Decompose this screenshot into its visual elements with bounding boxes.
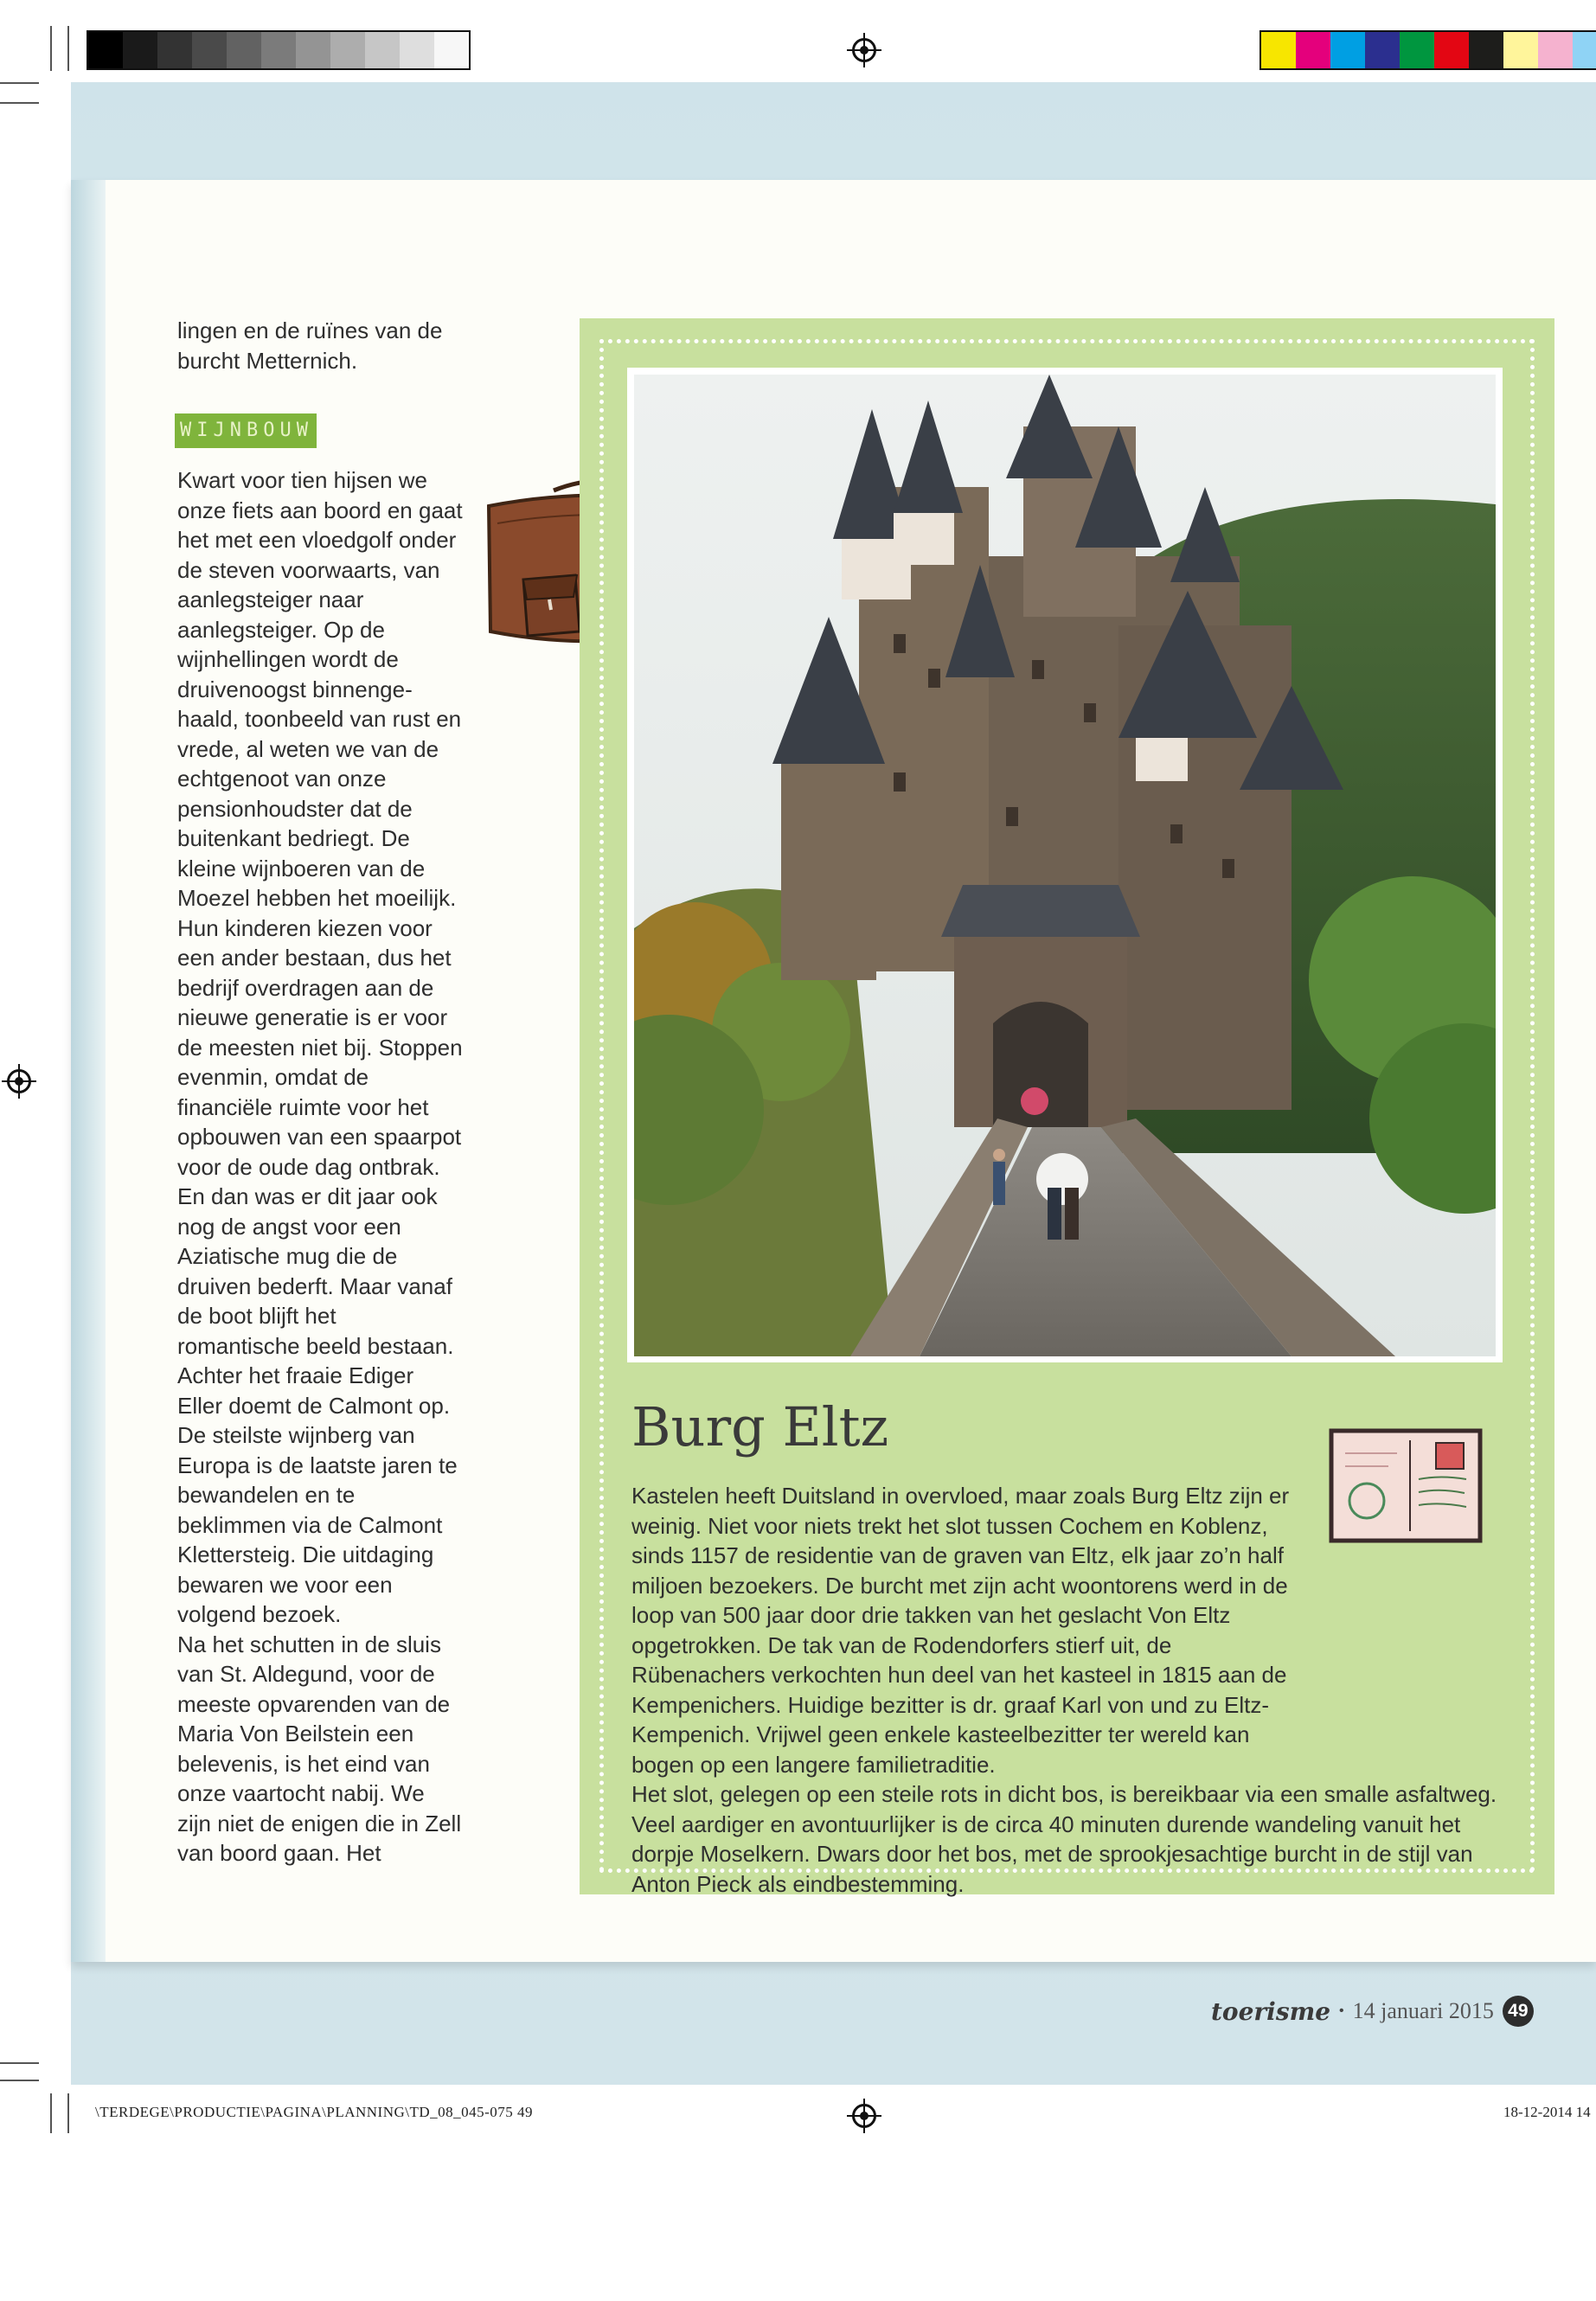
registration-mark-icon xyxy=(852,2104,876,2128)
paper-edge xyxy=(71,180,106,1962)
column-body xyxy=(177,465,463,1868)
magazine-brand: toerisme xyxy=(1211,1997,1331,2026)
column-intro xyxy=(177,316,463,375)
color-calibration-bar xyxy=(1259,30,1596,70)
crop-mark xyxy=(67,2093,69,2133)
sidebar-paragraph: Kastelen heeft Duitsland in overvloed, maar zoals Burg Eltz zijn er weinig. Niet voor niets trekt het slot tussen Cochem en Koblenz, sinds 1157 de residentie van de graven van Eltz, elk jaar zo’n half miljoen bezoekers. De burcht met zijn acht woontorens werd in de loop van 500 jaar door drie takken van het geslacht Von Eltz opgetrokken. De tak van de Rodendorfers stierf uit, de Rübenachers verkochten hun deel van het kasteel in 1815 aan de Kempenichers. Huidige bezitter is dr. graaf Karl von und zu Eltz-Kempenich. Vrijwel geen enkele kasteelbezitter ter wereld kan bogen op een langere familietraditie. xyxy=(631,1483,1290,1778)
castle-photo xyxy=(634,375,1496,1356)
footer-separator: • xyxy=(1339,2003,1344,2018)
print-slug-path: \TERDEGE\PRODUCTIE\PAGINA\PLANNING\TD_08_045-075 49 xyxy=(95,2104,534,2120)
crop-mark xyxy=(0,102,39,104)
sidebar-title: Burg Eltz xyxy=(631,1395,889,1458)
crop-mark xyxy=(0,82,39,84)
column-paragraph: Achter het fraaie Ediger Eller doemt de Calmont op. De steilste wijnberg van Europa is de laatste jaren te bewandelen en te beklimmen via de Calmont Klettersteig. Die uitdaging bewaren we voor een volgend bezoek. xyxy=(177,1362,458,1627)
column-paragraph: Kwart voor tien hijsen we onze fiets aan boord en gaat het met een vloedgolf onder de steven voorwaarts, van aanlegsteiger naar aanlegsteiger. Op de wijnhellingen wordt de druivenoogst binnengehaald, toonbeeld van rust en vrede, al weten we van de echtgenoot van onze pensionhoudster dat de buitenkant bedriegt. De kleine wijnboeren van de Moezel hebben het moeilijk. Hun kinderen kiezen voor een ander bestaan, dus het bedrijf overdragen aan de nieuwe generatie is er voor de meesten niet bij. Stoppen evenmin, omdat de financiële ruimte voor het opbouwen van een spaarpot voor de oude dag ontbrak. En dan was er dit jaar ook nog de angst voor een Aziatische mug die de druiven bederft. Maar vanaf de boot blijft het romantische beeld bestaan. xyxy=(177,467,463,1359)
column-paragraph: Na het schutten in de sluis van St. Aldegund, voor de meeste opvarenden van de Maria Von Beilstein een belevenis, is het eind van onze vaartocht nabij. We zijn niet de enigen die in Zell van boord gaan. Het xyxy=(177,1631,462,1866)
sidebar-body xyxy=(631,1481,1505,1899)
crop-mark xyxy=(67,26,69,71)
registration-mark-icon xyxy=(852,38,876,62)
crop-mark xyxy=(0,2080,39,2081)
crop-mark xyxy=(0,2062,39,2064)
grayscale-calibration-bar xyxy=(87,30,471,70)
print-slug-date: 18-12-2014 14 xyxy=(1503,2104,1591,2120)
crop-mark xyxy=(50,26,52,71)
sidebar-paragraph: Het slot, gelegen op een steile rots in dicht bos, is bereikbaar via een smalle asfaltweg. Veel aardiger en avontuurlijker is de circa 40 minuten durende wandeling vanuit het dorpje Moselkern. Dwars door het bos, met de sprookjesachtige burcht in de stijl van Anton Pieck als eindbestemming. xyxy=(631,1781,1497,1897)
intro-text: lingen en de ruïnes van de burcht Metternich. xyxy=(177,317,443,374)
crop-mark xyxy=(50,2093,52,2133)
section-tag: WIJNBOUW xyxy=(175,413,317,448)
issue-date: 14 januari 2015 xyxy=(1352,1998,1494,2023)
registration-mark-icon xyxy=(7,1069,31,1093)
page-number: 49 xyxy=(1503,1996,1534,2027)
page-footer xyxy=(1211,1990,1534,2033)
